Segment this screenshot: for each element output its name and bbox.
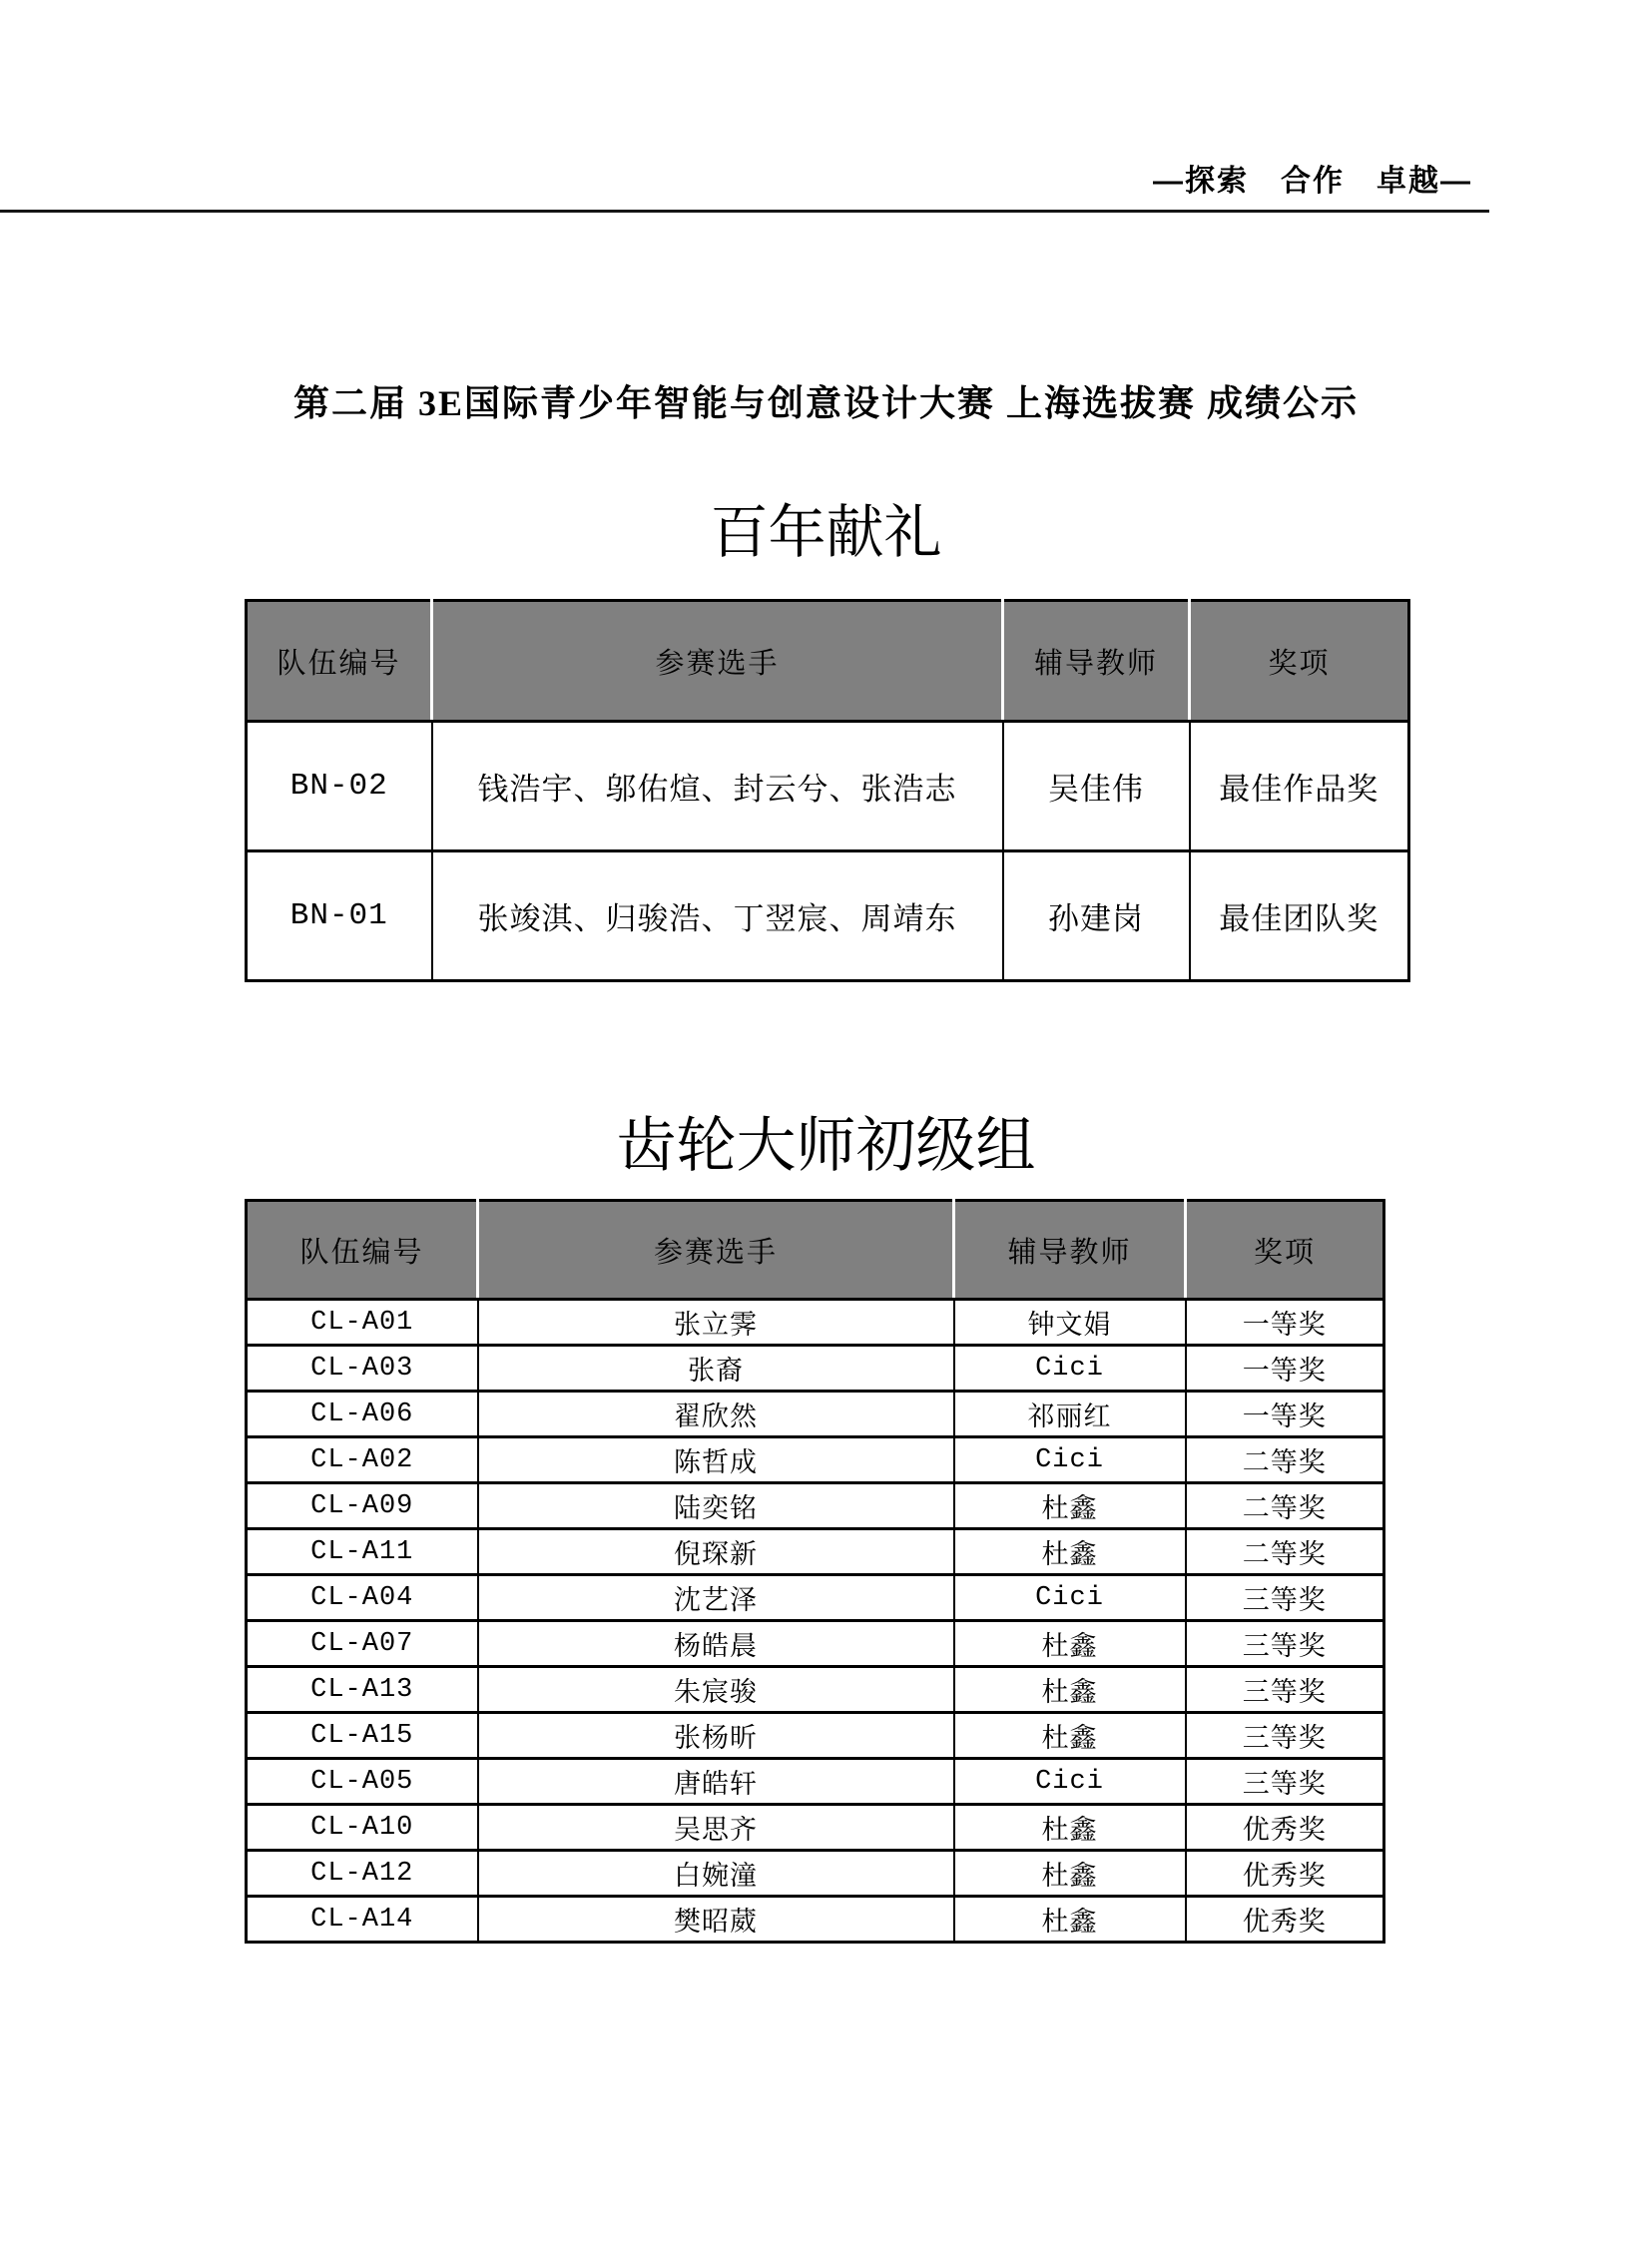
table-cell: 张裔 <box>478 1346 954 1392</box>
table-cell: 杨皓晨 <box>478 1621 954 1667</box>
table-row <box>247 1300 1384 1346</box>
table-cell: 朱宸骏 <box>478 1667 954 1713</box>
table-row <box>247 1529 1384 1575</box>
table-header <box>247 1201 1384 1300</box>
table-cell: CL-A03 <box>247 1346 478 1392</box>
table-cell: CL-A14 <box>247 1897 478 1943</box>
table-cell: 吴佳伟 <box>1003 722 1190 851</box>
table-row <box>247 1897 1384 1943</box>
table-cell: 钟文娟 <box>954 1300 1186 1346</box>
table-cell: 翟欣然 <box>478 1392 954 1437</box>
column-header: 参赛选手 <box>478 1201 954 1300</box>
table-cell: CL-A11 <box>247 1529 478 1575</box>
column-header: 辅导教师 <box>954 1201 1186 1300</box>
table-row <box>247 1667 1384 1713</box>
table-cell: 一等奖 <box>1186 1392 1384 1437</box>
column-header: 奖项 <box>1186 1201 1384 1300</box>
table-cell: 一等奖 <box>1186 1300 1384 1346</box>
table-cell: 钱浩宇、邬佑煊、封云兮、张浩志 <box>432 722 1003 851</box>
table-cell: 最佳团队奖 <box>1190 851 1409 981</box>
table-row <box>247 1713 1384 1759</box>
table-cell: 杜鑫 <box>954 1897 1186 1943</box>
table-cell: 白婉潼 <box>478 1851 954 1897</box>
table-row <box>247 1437 1384 1483</box>
table-row <box>247 722 1409 851</box>
table-row <box>247 1851 1384 1897</box>
table-cell: Cici <box>954 1346 1186 1392</box>
section-2-heading: 齿轮大师初级组 <box>616 1113 1036 1179</box>
table-cell: 优秀奖 <box>1186 1805 1384 1851</box>
table-cell: CL-A09 <box>247 1483 478 1529</box>
table-cell: CL-A06 <box>247 1392 478 1437</box>
column-header: 辅导教师 <box>1003 601 1190 722</box>
table-cell: Cici <box>954 1759 1186 1805</box>
table-cell: Cici <box>954 1575 1186 1621</box>
table-cell: 陆奕铭 <box>478 1483 954 1529</box>
column-header: 奖项 <box>1190 601 1409 722</box>
table-cell: 杜鑫 <box>954 1805 1186 1851</box>
table-cell: CL-A15 <box>247 1713 478 1759</box>
table-cell: 张杨昕 <box>478 1713 954 1759</box>
table-cell: 三等奖 <box>1186 1667 1384 1713</box>
table-cell: CL-A05 <box>247 1759 478 1805</box>
table-row <box>247 1483 1384 1529</box>
table-cell: 三等奖 <box>1186 1713 1384 1759</box>
table-cell: CL-A01 <box>247 1300 478 1346</box>
table-header-row <box>247 1201 1384 1300</box>
table-cell: 三等奖 <box>1186 1575 1384 1621</box>
awards-table-gear-master-junior <box>245 1199 1385 1944</box>
table-cell: 优秀奖 <box>1186 1851 1384 1897</box>
page-title: 第二届 3E国际青少年智能与创意设计大赛 上海选拔赛 成绩公示 <box>292 383 1359 423</box>
table-row <box>247 1805 1384 1851</box>
table-row <box>247 1346 1384 1392</box>
section-1-heading: 百年献礼 <box>710 500 942 565</box>
table-row <box>247 1392 1384 1437</box>
table-cell: CL-A04 <box>247 1575 478 1621</box>
table-cell: CL-A13 <box>247 1667 478 1713</box>
table-row <box>247 1759 1384 1805</box>
table-cell: CL-A12 <box>247 1851 478 1897</box>
table-cell: 二等奖 <box>1186 1529 1384 1575</box>
column-header: 队伍编号 <box>247 601 432 722</box>
table-cell: CL-A02 <box>247 1437 478 1483</box>
column-header: 队伍编号 <box>247 1201 478 1300</box>
table-cell: 唐皓轩 <box>478 1759 954 1805</box>
awards-table-centennial <box>245 599 1410 982</box>
table-body <box>247 1300 1384 1943</box>
table-header-row <box>247 601 1409 722</box>
table-cell: 孙建岗 <box>1003 851 1190 981</box>
table-cell: 杜鑫 <box>954 1529 1186 1575</box>
table-cell: 杜鑫 <box>954 1667 1186 1713</box>
table-cell: 杜鑫 <box>954 1483 1186 1529</box>
table-cell: 三等奖 <box>1186 1759 1384 1805</box>
table-cell: 三等奖 <box>1186 1621 1384 1667</box>
table-cell: 樊昭葳 <box>478 1897 954 1943</box>
table-cell: CL-A07 <box>247 1621 478 1667</box>
table-cell: 杜鑫 <box>954 1851 1186 1897</box>
table-cell: 倪琛新 <box>478 1529 954 1575</box>
table-cell: BN-02 <box>247 722 432 851</box>
table-cell: 二等奖 <box>1186 1483 1384 1529</box>
table-cell: 二等奖 <box>1186 1437 1384 1483</box>
table-cell: 吴思齐 <box>478 1805 954 1851</box>
header-motto: —探索 合作 卓越— <box>1153 165 1472 198</box>
table-cell: 张竣淇、归骏浩、丁翌宸、周靖东 <box>432 851 1003 981</box>
table-cell: 祁丽红 <box>954 1392 1186 1437</box>
header-rule <box>0 210 1489 213</box>
table-cell: CL-A10 <box>247 1805 478 1851</box>
table-cell: 张立霁 <box>478 1300 954 1346</box>
table-cell: 沈艺泽 <box>478 1575 954 1621</box>
table-cell: 杜鑫 <box>954 1621 1186 1667</box>
table-header <box>247 601 1409 722</box>
table-row <box>247 1575 1384 1621</box>
column-header: 参赛选手 <box>432 601 1003 722</box>
table-cell: 优秀奖 <box>1186 1897 1384 1943</box>
table-cell: 杜鑫 <box>954 1713 1186 1759</box>
table-row <box>247 1621 1384 1667</box>
table-cell: 陈哲成 <box>478 1437 954 1483</box>
table-cell: 一等奖 <box>1186 1346 1384 1392</box>
table-cell: BN-01 <box>247 851 432 981</box>
table-body <box>247 722 1409 981</box>
table-cell: 最佳作品奖 <box>1190 722 1409 851</box>
table-row <box>247 851 1409 981</box>
table-cell: Cici <box>954 1437 1186 1483</box>
